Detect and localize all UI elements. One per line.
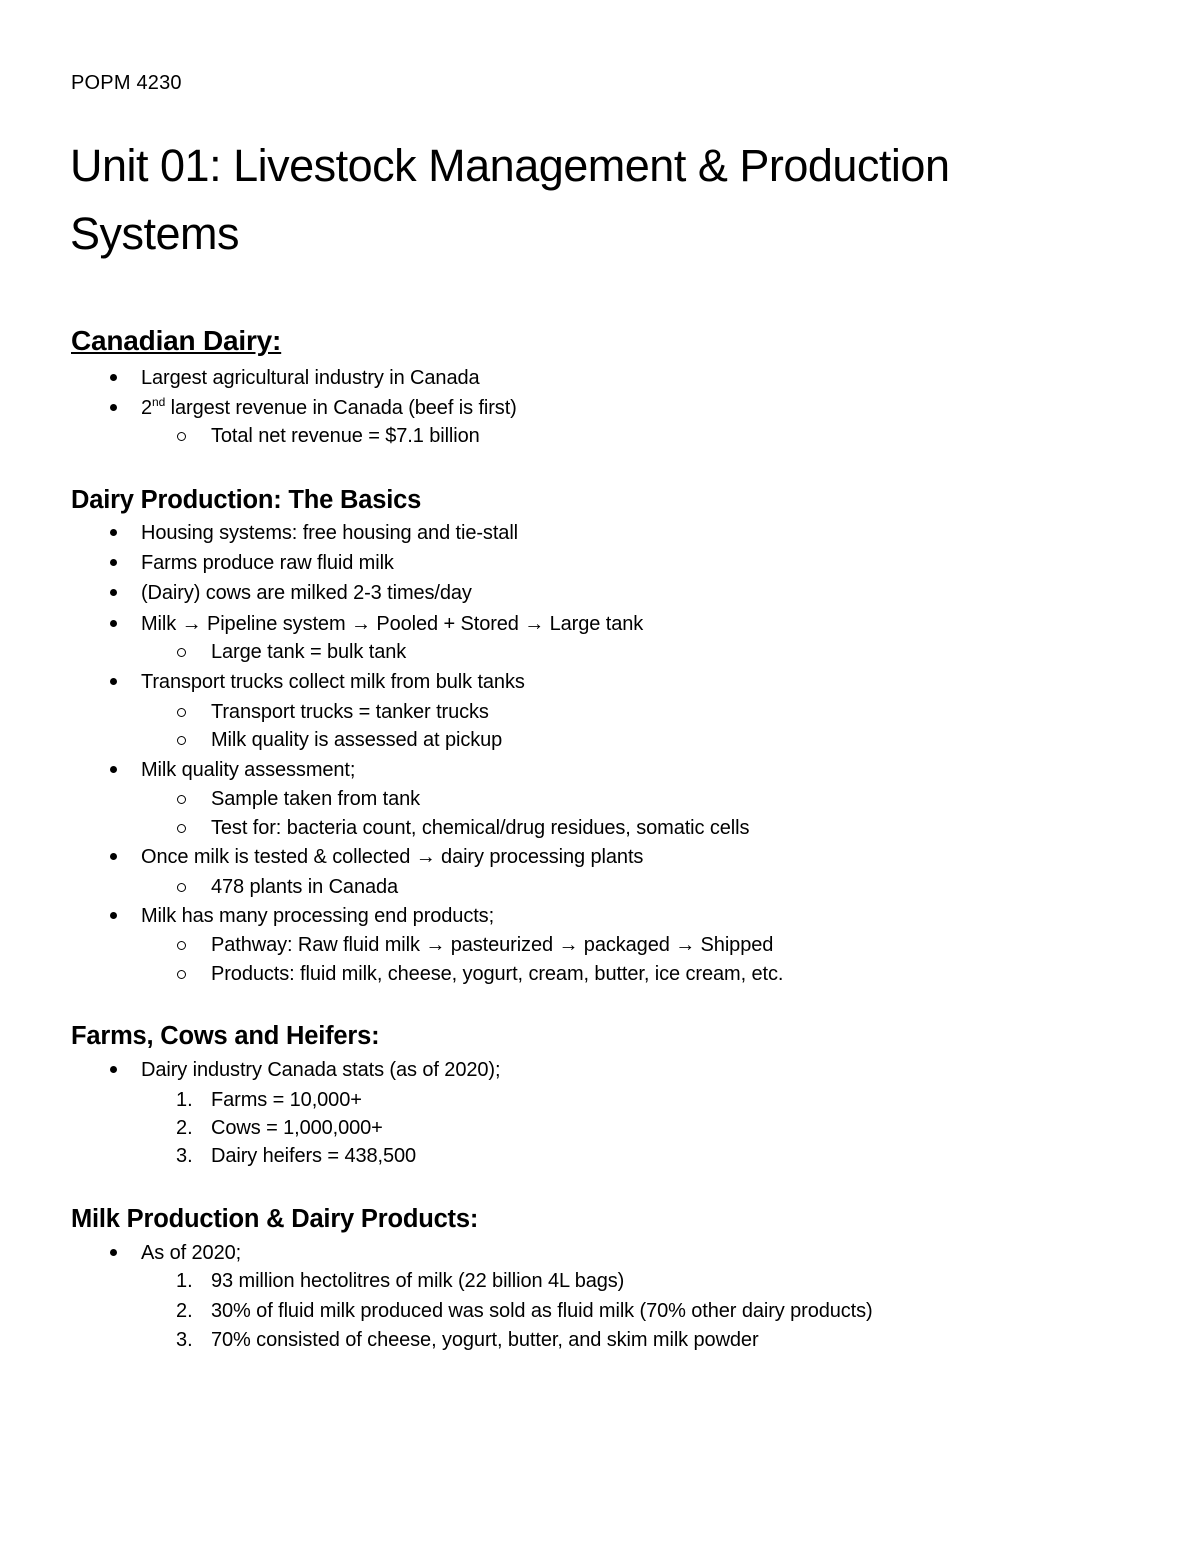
bullet-icon xyxy=(110,559,117,566)
section-heading-milk: Milk Production & Dairy Products: xyxy=(71,1205,479,1233)
bullet-icon xyxy=(110,620,117,627)
sub-bullet-icon xyxy=(177,432,186,441)
bullet-icon xyxy=(110,1249,117,1256)
bullet-icon xyxy=(110,589,117,596)
list-item: As of 2020; xyxy=(141,1242,242,1264)
sub-list-item: Large tank = bulk tank xyxy=(211,641,407,663)
list-number: 2. xyxy=(176,1117,193,1139)
sub-bullet-icon xyxy=(177,648,186,657)
sub-bullet-icon xyxy=(177,824,186,833)
list-number: 1. xyxy=(176,1089,193,1111)
section-heading-canadian-dairy: Canadian Dairy: xyxy=(71,325,282,356)
bullet-icon xyxy=(110,1066,117,1073)
sub-bullet-icon xyxy=(177,708,186,717)
list-number: 3. xyxy=(176,1329,193,1351)
sub-bullet-icon xyxy=(177,970,186,979)
section-heading-farms: Farms, Cows and Heifers: xyxy=(71,1022,380,1050)
sub-bullet-icon xyxy=(177,941,186,950)
numbered-list-item: 70% consisted of cheese, yogurt, butter, and skim milk powder xyxy=(211,1329,759,1351)
list-item: Farms produce raw fluid milk xyxy=(141,552,394,574)
ordinal-number: 2 xyxy=(141,397,153,419)
numbered-list-item: Cows = 1,000,000+ xyxy=(211,1117,383,1139)
bullet-icon xyxy=(110,766,117,773)
list-number: 2. xyxy=(176,1300,193,1322)
sub-bullet-icon xyxy=(177,795,186,804)
list-item: Transport trucks collect milk from bulk tanks xyxy=(141,671,525,693)
list-number: 3. xyxy=(176,1145,193,1167)
list-item: Largest agricultural industry in Canada xyxy=(141,367,480,389)
numbered-list-item: 30% of fluid milk produced was sold as fluid milk (70% other dairy products) xyxy=(211,1300,873,1322)
page-title: Unit 01: Livestock Management & Production Systems xyxy=(70,140,950,259)
course-code: POPM 4230 xyxy=(71,72,182,94)
list-number: 1. xyxy=(176,1270,193,1292)
sub-list-item: 478 plants in Canada xyxy=(211,876,399,898)
sub-bullet-icon xyxy=(177,883,186,892)
numbered-list-item: 93 million hectolitres of milk (22 billion 4L bags) xyxy=(211,1270,625,1292)
bullet-icon xyxy=(110,678,117,685)
list-item: Milk → Pipeline system → Pooled + Stored → Large tank xyxy=(141,613,644,635)
sub-list-item: Total net revenue = $7.1 billion xyxy=(211,425,480,447)
sub-bullet-icon xyxy=(177,736,186,745)
section-heading-basics: Dairy Production: The Basics xyxy=(71,486,422,514)
sub-list-item: Test for: bacteria count, chemical/drug residues, somatic cells xyxy=(211,817,750,839)
sub-list-item: Pathway: Raw fluid milk → pasteurized → packaged → Shipped xyxy=(211,934,774,956)
bullet-icon xyxy=(110,912,117,919)
list-item: Milk has many processing end products; xyxy=(141,905,495,927)
list-item-text: largest revenue in Canada (beef is first) xyxy=(165,397,517,419)
sub-list-item: Transport trucks = tanker trucks xyxy=(211,701,489,723)
sub-list-item: Milk quality is assessed at pickup xyxy=(211,729,503,751)
numbered-list-item: Dairy heifers = 438,500 xyxy=(211,1145,417,1167)
list-item: Milk quality assessment; xyxy=(141,759,356,781)
bullet-icon xyxy=(110,404,117,411)
ordinal-suffix: nd xyxy=(152,395,166,409)
list-item: (Dairy) cows are milked 2-3 times/day xyxy=(141,582,472,604)
bullet-icon xyxy=(110,529,117,536)
list-item: Once milk is tested & collected → dairy processing plants xyxy=(141,846,644,868)
list-item: Dairy industry Canada stats (as of 2020); xyxy=(141,1059,501,1081)
sub-list-item: Sample taken from tank xyxy=(211,788,421,810)
numbered-list-item: Farms = 10,000+ xyxy=(211,1089,362,1111)
sub-list-item: Products: fluid milk, cheese, yogurt, cream, butter, ice cream, etc. xyxy=(211,963,784,985)
bullet-icon xyxy=(110,374,117,381)
list-item xyxy=(141,395,517,421)
list-item: Housing systems: free housing and tie-stall xyxy=(141,522,518,544)
bullet-icon xyxy=(110,853,117,860)
